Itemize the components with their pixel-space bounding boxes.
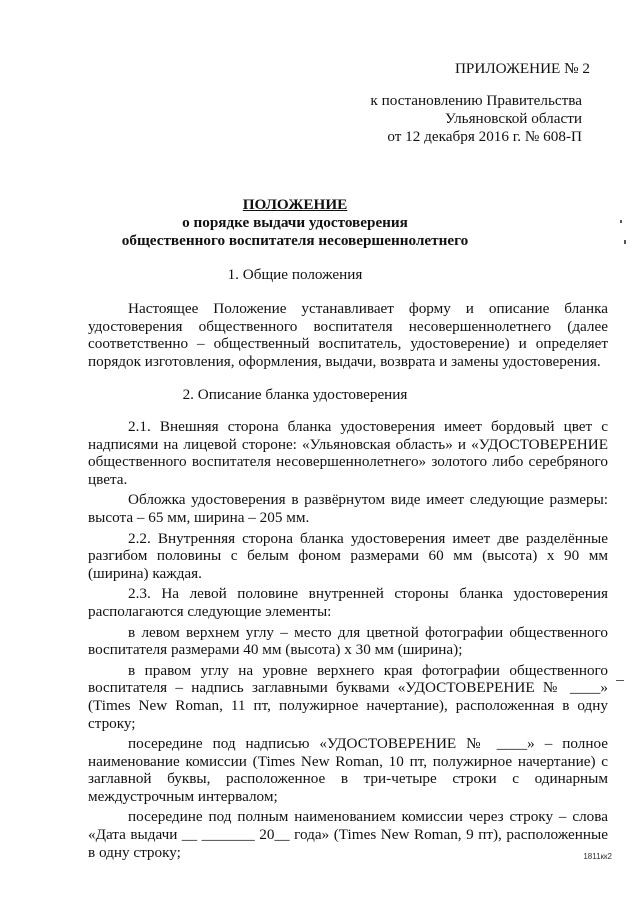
scan-speck: [616, 680, 624, 681]
paragraph: посередине под полным наименованием комиссии через строку – слова «Дата выдачи __ _______ 20__ года» (Times New Roman, 9 пт), расположенные в одну строку;: [88, 808, 608, 861]
paragraph: в правом углу на уровне верхнего края фотографии общественного воспитателя – надпись заглавными буквами «УДОСТОВЕРЕНИЕ № ____» (Times New Roman, 11 пт, полужирное начертание), расположенная в одну строку;: [88, 661, 608, 732]
document-code: 1811кк2: [583, 852, 612, 861]
decree-ref-line: Ульяновской области: [445, 110, 582, 127]
paragraph: в левом верхнем углу – место для цветной фотографии общественного воспитателя размерами 40 мм (высота) х 30 мм (ширина);: [88, 623, 608, 659]
appendix-label: ПРИЛОЖЕНИЕ № 2: [454, 60, 590, 77]
scan-speck: [620, 220, 622, 223]
document-title: [90, 196, 500, 250]
title-subline: общественного воспитателя несовершеннолетнего: [121, 232, 469, 249]
paragraph: 2.1. Внешняя сторона бланка удостоверения имеет бордовый цвет с надписями на лицевой стороне: «Ульяновская область» и «УДОСТОВЕРЕНИЕ общественного воспитателя несовершеннолетнего» золотого либо серебряного цвета.: [88, 418, 608, 488]
paragraph: посередине под надписью «УДОСТОВЕРЕНИЕ № ____» – полное наименование комиссии (Times New Roman, 10 пт, полужирное начертание) с заглавной буквы, расположенное в три-четыре строки с одинарным междустрочным интервалом;: [88, 735, 608, 805]
decree-reference: [0, 92, 582, 146]
paragraph: Обложка удостоверения в развёрнутом виде имеет следующие размеры: высота – 65 мм, ширина – 205 мм.: [88, 491, 608, 526]
section-heading-2: 2. Описание бланка удостоверения: [182, 386, 408, 403]
paragraph: 2.2. Внутренняя сторона бланка удостоверения имеет две разделённые разгибом половины с белым фоном размерами 60 мм (высота) х 90 мм (ширина) каждая.: [88, 529, 608, 582]
section-heading-1: 1. Общие положения: [227, 266, 363, 283]
decree-ref-line: к постановлению Правительства: [370, 92, 582, 109]
decree-ref-line: от 12 декабря 2016 г. № 608-П: [387, 128, 582, 145]
section-1-body: [88, 300, 608, 370]
title-main: ПОЛОЖЕНИЕ: [242, 196, 348, 213]
scan-speck: [624, 240, 626, 244]
section-2-body: [88, 418, 608, 864]
document-header: [0, 60, 610, 146]
title-subline: о порядке выдачи удостоверения: [182, 214, 408, 231]
paragraph: Настоящее Положение устанавливает форму и описание бланка удостоверения общественного воспитателя несовершеннолетнего (далее соответственно – общественный воспитатель, удостоверение) и определяет порядок изготовления, оформления, выдачи, возврата и замены удостоверения.: [88, 300, 608, 370]
paragraph: 2.3. На левой половине внутренней стороны бланка удостоверения располагаются следующие элементы:: [88, 585, 608, 620]
